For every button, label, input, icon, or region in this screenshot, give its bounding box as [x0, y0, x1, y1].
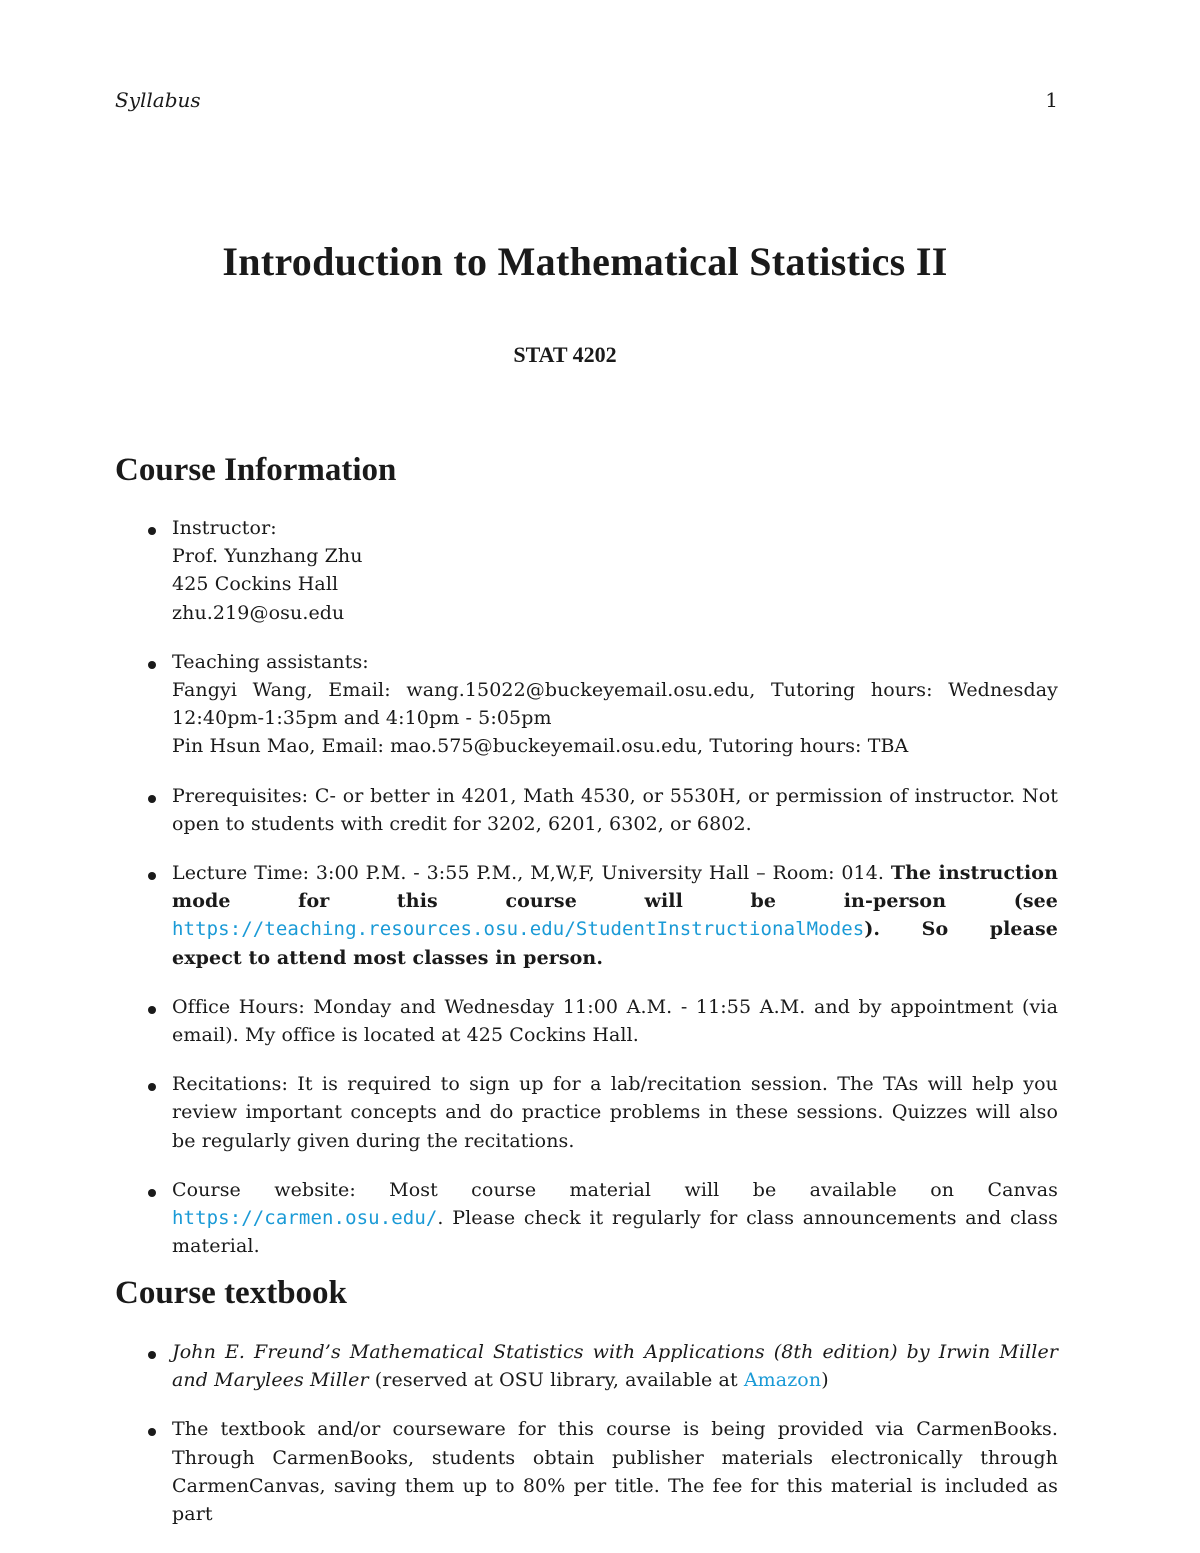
list-item-office-hours [0, 993, 1058, 1049]
course-website-note: . Please check it regularly for class announcements and class material. [172, 1207, 1058, 1258]
office-hours-text: Office Hours: Monday and Wednesday 11:00 A.M. - 11:55 A.M. and by appointment (via email). My office is located at 425 Cockins Hall. [172, 995, 1058, 1047]
section-heading-course-textbook: Course textbook [115, 1275, 347, 1311]
prerequisites-text: Prerequisites: C- or better in 4201, Math 4530, or 5530H, or permission of instructor. Not open to students with credit for 3202, 6201, 6302, or 6802. [172, 784, 1058, 835]
textbook-availability: (reserved at OSU library, available at [368, 1369, 744, 1392]
list-item-course-website [0, 1176, 1058, 1261]
list-item-carmenbooks [0, 1415, 1058, 1528]
amazon-link[interactable]: Amazon [743, 1369, 822, 1392]
bullet-icon [148, 1006, 156, 1014]
carmen-link[interactable]: https://carmen.osu.edu/ [172, 1207, 438, 1230]
lecture-time-text: Lecture Time: 3:00 P.M. - 3:55 P.M., M,W,F, University Hall – Room: 014. [172, 862, 891, 885]
list-item-prerequisites [0, 782, 1058, 838]
list-item-recitations [0, 1070, 1058, 1155]
ta-1-hours: 12:40pm-1:35pm and 4:10pm - 5:05pm [172, 707, 552, 730]
ta-2-info: Pin Hsun Mao, Email: mao.575@buckeyemail.osu.edu, Tutoring hours: TBA [172, 735, 909, 758]
bullet-icon [148, 1428, 156, 1436]
page-number: 1 [1045, 88, 1058, 112]
bullet-icon [148, 1189, 156, 1197]
attendance-note: ). So please expect to attend most classes in person. [172, 918, 1058, 969]
bullet-icon [148, 1351, 156, 1359]
course-textbook-list [0, 1338, 1200, 1549]
bullet-icon [148, 872, 156, 880]
document-title: Introduction to Mathematical Statistics II [222, 239, 948, 284]
carmenbooks-text: The textbook and/or courseware for this course is being provided via CarmenBooks. Through CarmenBooks, students obtain publisher materials electronically through CarmenCanvas, saving them up to 80% per title. The fee for this material is included as part [172, 1418, 1058, 1526]
recitations-text: Recitations: It is required to sign up for a lab/recitation session. The TAs will help you review important concepts and do practice problems in these sessions. Quizzes will also be regularly given during the recitations. [172, 1073, 1058, 1152]
textbook-close-paren: ) [821, 1369, 829, 1392]
section-heading-course-information: Course Information [115, 452, 397, 488]
instructor-email: zhu.219@osu.edu [172, 601, 345, 624]
ta-label: Teaching assistants: [172, 650, 369, 673]
list-item-lecture-time [0, 859, 1058, 972]
bullet-icon [148, 661, 156, 669]
running-header [115, 88, 1058, 116]
course-code: STAT 4202 [513, 342, 617, 367]
bullet-icon [148, 795, 156, 803]
bullet-icon [148, 527, 156, 535]
course-website-text: Course website: Most course material will be available on Canvas [172, 1178, 1058, 1201]
instructional-modes-link[interactable]: https://teaching.resources.osu.edu/StudentInstructionalModes [172, 918, 865, 941]
instructor-office: 425 Cockins Hall [172, 573, 339, 596]
ta-1-info: Fangyi Wang, Email: wang.15022@buckeyemail.osu.edu, Tutoring hours: Wednesday [172, 679, 1058, 702]
header-label: Syllabus [115, 88, 201, 112]
textbook-title: John E. Freund’s Mathematical Statistics with Applications (8th edition) by Irwin Miller and Marylees Miller [172, 1341, 1058, 1392]
instructor-name: Prof. Yunzhang Zhu [172, 545, 363, 568]
list-item-instructor [0, 514, 1058, 627]
list-item-textbook [0, 1338, 1058, 1394]
instructor-label: Instructor: [172, 517, 277, 539]
instruction-mode-text: The instruction mode for this course will be in-person (see [172, 862, 1058, 913]
course-information-list [0, 514, 1200, 1281]
list-item-teaching-assistants [0, 648, 1058, 761]
bullet-icon [148, 1083, 156, 1091]
